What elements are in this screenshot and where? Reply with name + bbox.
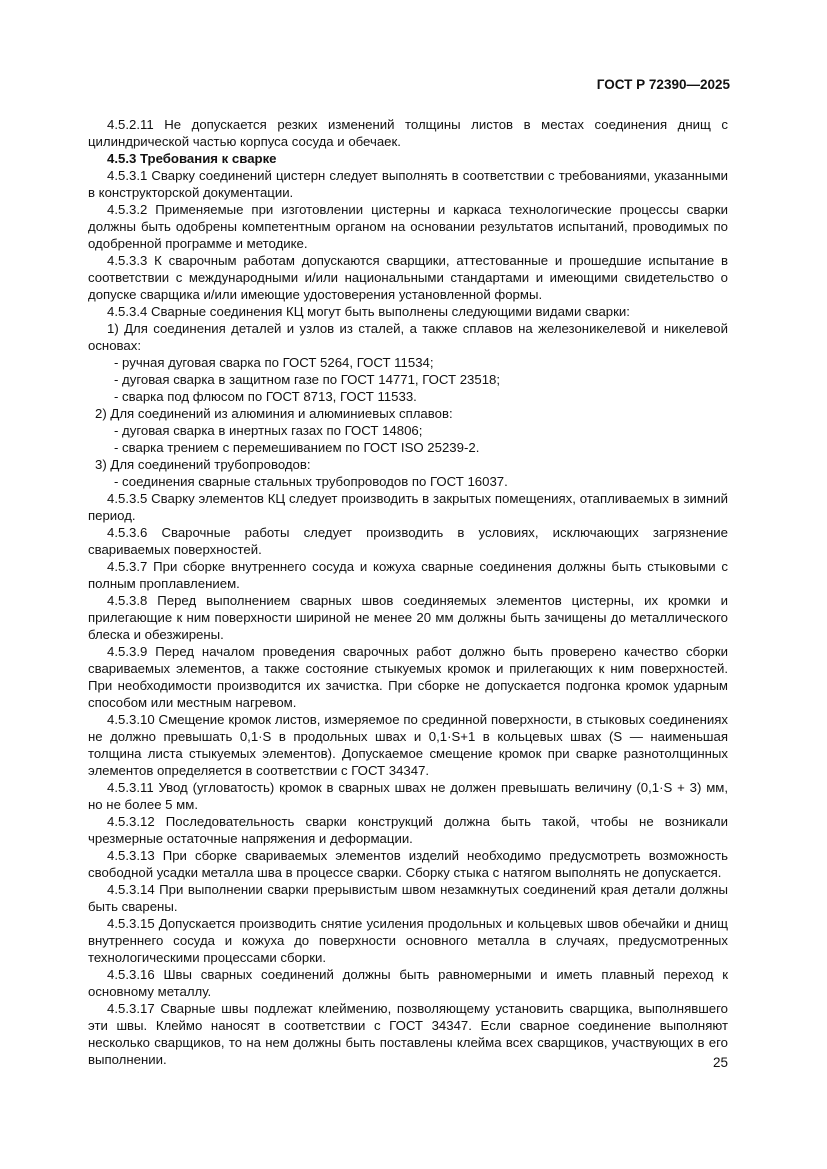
paragraph: 4.5.3.4 Сварные соединения КЦ могут быть выполнены следующими видами сварки: <box>107 304 630 319</box>
list-item: 1) Для соединения деталей и узлов из сталей, а также сплавов на железоникелевой и никелевой основах: <box>88 321 728 353</box>
document-body <box>88 116 728 1068</box>
paragraph: 4.5.3.10 Смещение кромок листов, измеряемое по срединной поверхности, в стыковых соединениях не должно превышать 0,1·S в продольных швах и 0,1·S+1 в кольцевых швах (S — наименьшая толщина листа стыкуемых элементов). Допускаемое смещение кромок при сварке разнотолщинных элементов определяется в соответствии с ГОСТ 34347. <box>88 712 728 778</box>
list-item: 2) Для соединений из алюминия и алюминиевых сплавов: <box>95 406 453 421</box>
list-subitem: - сварка трением с перемешиванием по ГОСТ ISO 25239-2. <box>114 440 480 455</box>
paragraph: 4.5.3.11 Увод (угловатость) кромок в сварных швах не должен превышать величину (0,1·S + 3) мм, но не более 5 мм. <box>88 780 728 812</box>
paragraph: 4.5.3.14 При выполнении сварки прерывистым швом незамкнутых соединений края детали должны быть сварены. <box>88 882 728 914</box>
paragraph: 4.5.2.11 Не допускается резких изменений толщины листов в местах соединения днищ с цилиндрической частью корпуса сосуда и обечаек. <box>88 117 728 149</box>
paragraph: 4.5.3.7 При сборке внутреннего сосуда и кожуха сварные соединения должны быть стыковыми с полным проплавлением. <box>88 559 728 591</box>
paragraph: 4.5.3.8 Перед выполнением сварных швов соединяемых элементов цистерны, их кромки и прилегающие к ним поверхности шириной не менее 20 мм должны быть зачищены до металлического блеска и обезжирены. <box>88 593 728 642</box>
paragraph: 4.5.3.12 Последовательность сварки конструкций должна быть такой, чтобы не возникали чрезмерные остаточные напряжения и деформации. <box>88 814 728 846</box>
document-header: ГОСТ Р 72390—2025 <box>596 77 730 92</box>
list-subitem: - сварка под флюсом по ГОСТ 8713, ГОСТ 11533. <box>114 389 417 404</box>
list-subitem: - дуговая сварка в защитном газе по ГОСТ 14771, ГОСТ 23518; <box>114 372 501 387</box>
list-subitem: - ручная дуговая сварка по ГОСТ 5264, ГОСТ 11534; <box>114 355 434 370</box>
paragraph: 4.5.3.2 Применяемые при изготовлении цистерны и каркаса технологические процессы сварки должны быть одобрены компетентным органом на основании результатов испытаний, проводимых по одобренной программе и методике. <box>88 202 728 251</box>
paragraph: 4.5.3.17 Сварные швы подлежат клеймению, позволяющему установить сварщика, выполнявшего эти швы. Клеймо наносят в соответствии с ГОСТ 34347. Если сварное соединение выполняют несколько сварщиков, то на нем должны быть поставлены клейма всех сварщиков, участвующих в его выполнении. <box>88 1001 728 1067</box>
list-subitem: - дуговая сварка в инертных газах по ГОСТ 14806; <box>114 423 423 438</box>
list-item: 3) Для соединений трубопроводов: <box>95 457 311 472</box>
paragraph: 4.5.3.15 Допускается производить снятие усиления продольных и кольцевых швов обечайки и днищ внутреннего сосуда и кожуха до поверхности основного металла в случаях, предусмотренных технологическими процессами сборки. <box>88 916 728 965</box>
paragraph: 4.5.3.16 Швы сварных соединений должны быть равномерными и иметь плавный переход к основному металлу. <box>88 967 728 999</box>
paragraph: 4.5.3.9 Перед началом проведения сварочных работ должно быть проверено качество сборки свариваемых элементов, а также состояние стыкуемых кромок и прилегающих к ним поверхностей. При необходимости производится их зачистка. При сборке не допускается подгонка кромок ударным способом или местным нагревом. <box>88 644 728 710</box>
paragraph: 4.5.3.3 К сварочным работам допускаются сварщики, аттестованные и прошедшие испытание в соответствии с международными и/или национальными стандартами и имеющими свидетельство о допуске сварщика и/или имеющие удостоверения установленной формы. <box>88 253 728 302</box>
paragraph: 4.5.3.5 Сварку элементов КЦ следует производить в закрытых помещениях, отапливаемых в зимний период. <box>88 491 728 523</box>
list-subitem: - соединения сварные стальных трубопроводов по ГОСТ 16037. <box>114 474 508 489</box>
paragraph: 4.5.3.13 При сборке свариваемых элементов изделий необходимо предусмотреть возможность свободной усадки металла шва в процессе сварки. Сборку стыка с натягом выполнять не допускается. <box>88 848 728 880</box>
paragraph: 4.5.3.6 Сварочные работы следует производить в условиях, исключающих загрязнение свариваемых поверхностей. <box>88 525 728 557</box>
section-heading: 4.5.3 Требования к сварке <box>107 151 277 166</box>
paragraph: 4.5.3.1 Сварку соединений цистерн следует выполнять в соответствии с требованиями, указанными в конструкторской документации. <box>88 168 728 200</box>
page-number: 25 <box>712 1055 728 1070</box>
